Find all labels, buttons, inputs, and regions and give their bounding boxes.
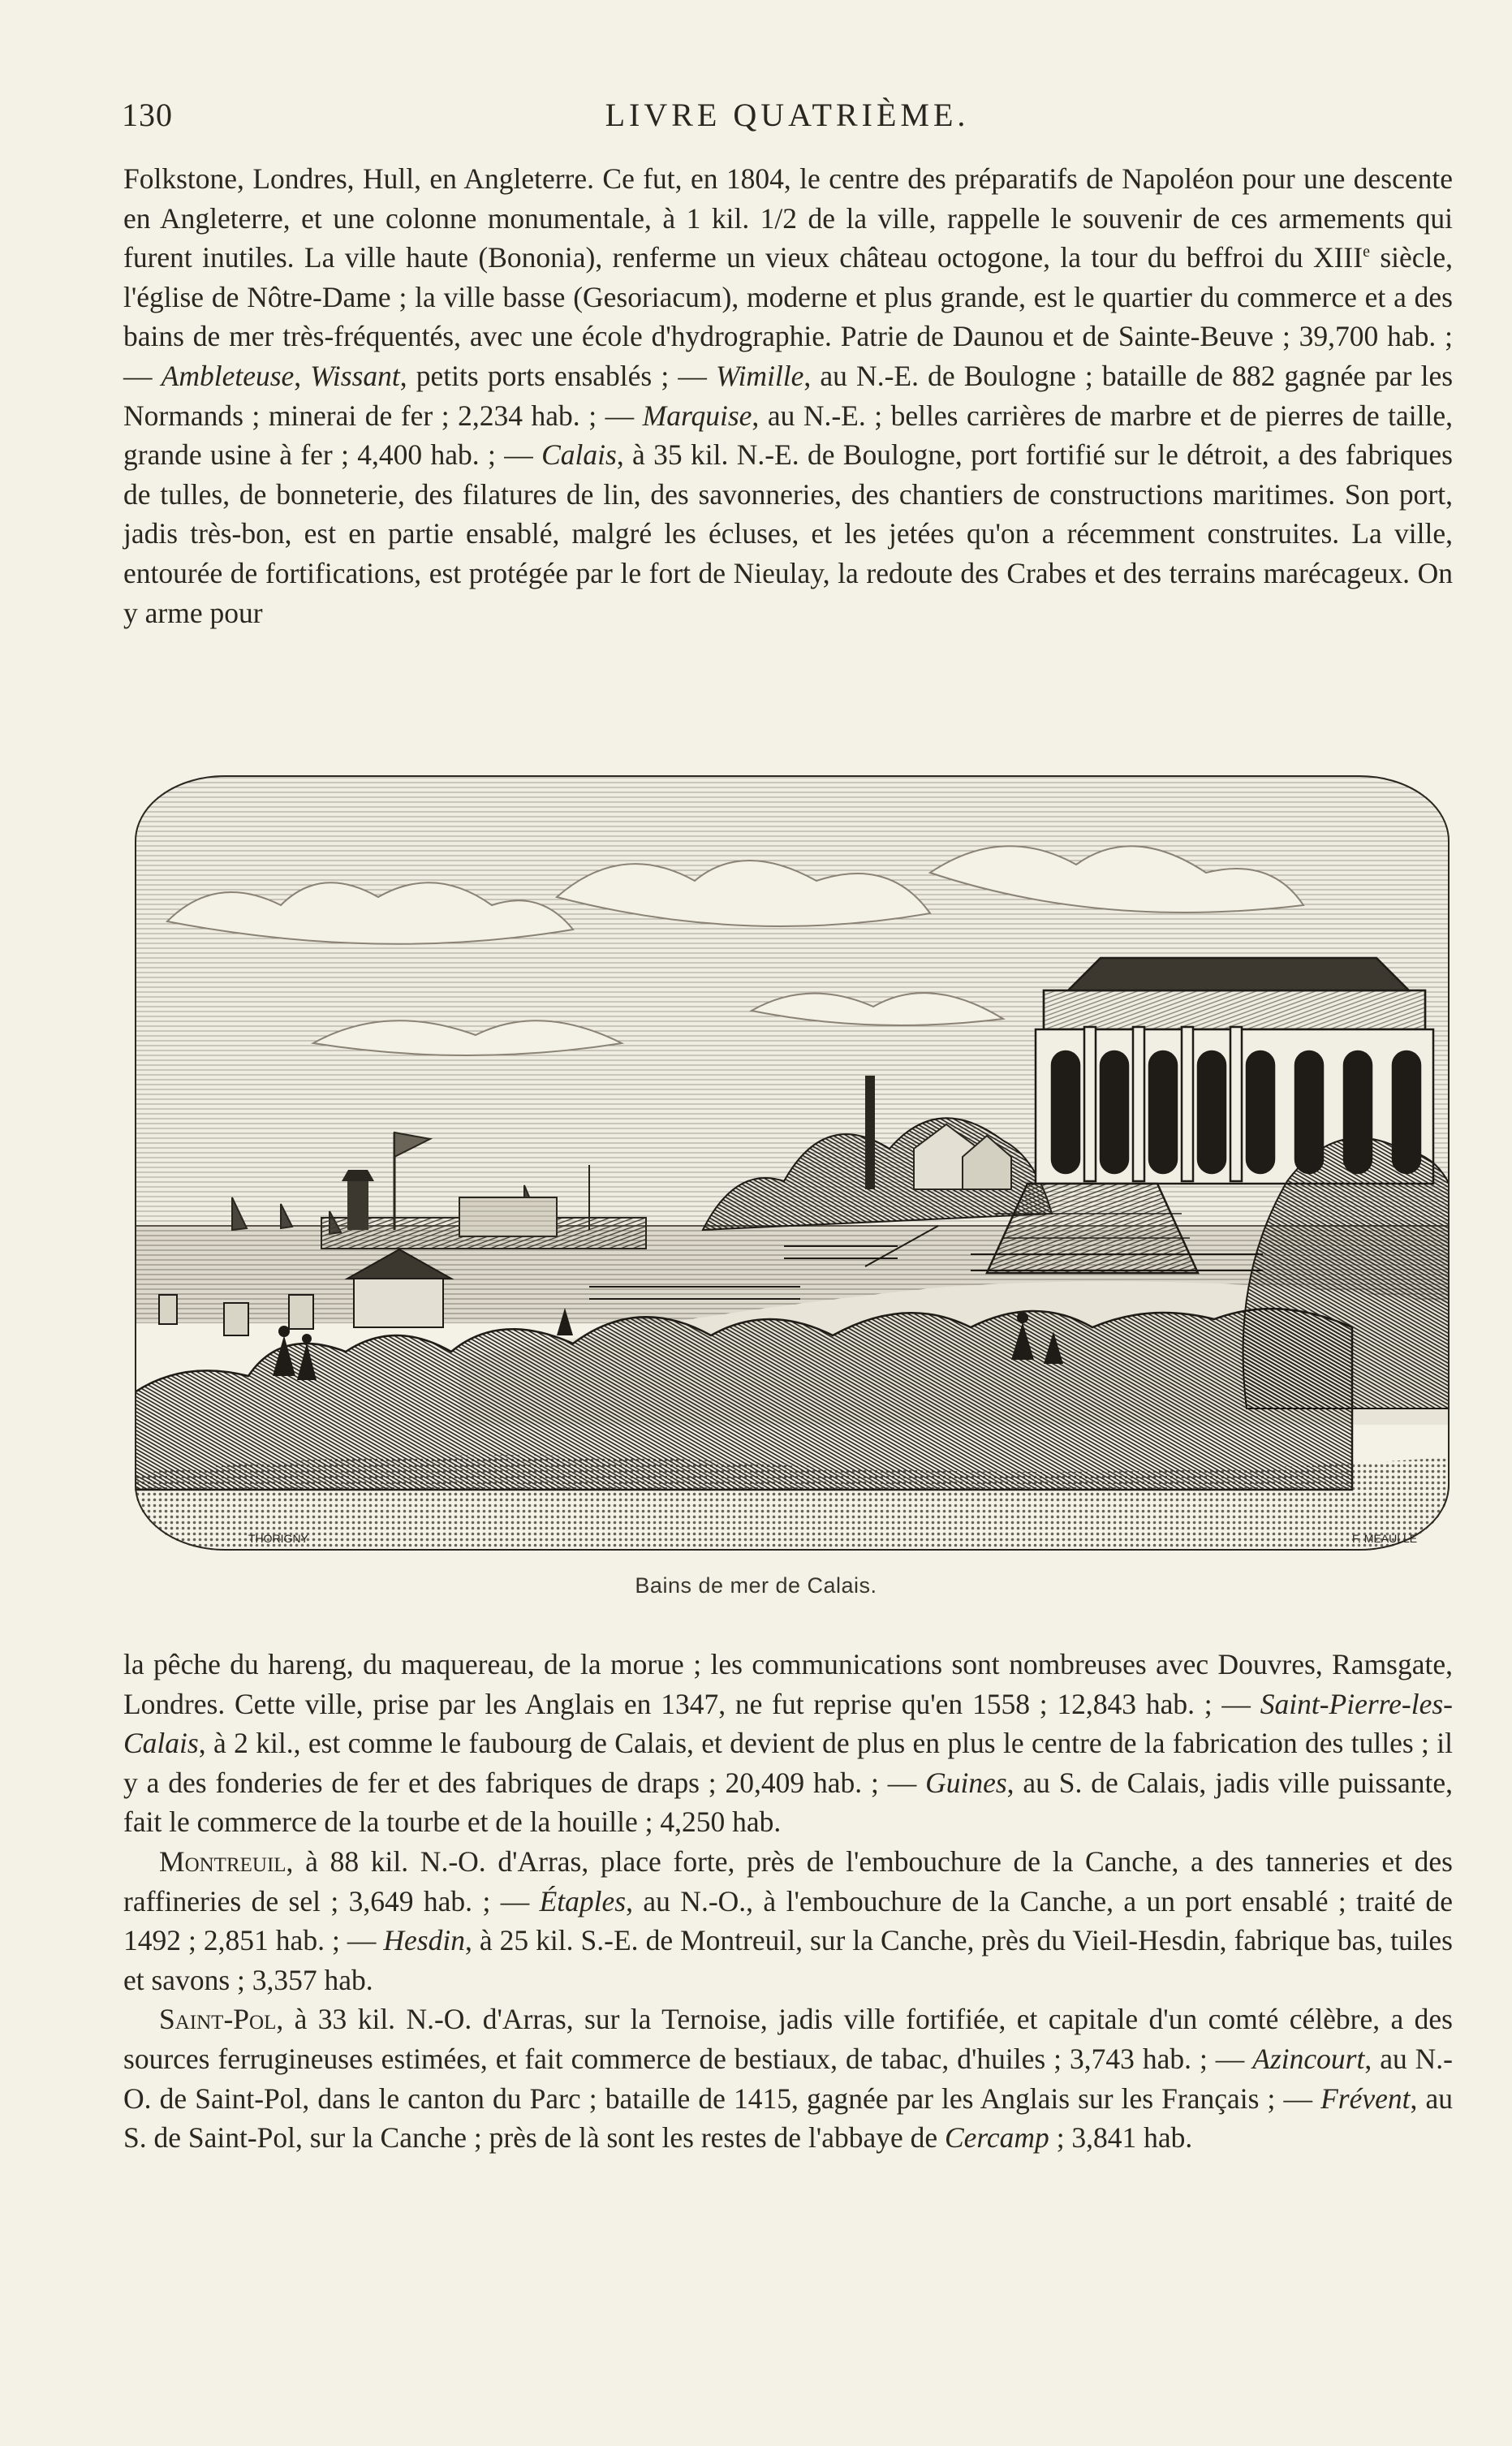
place-guines: Guines <box>925 1766 1007 1799</box>
century-superscript: e <box>1363 243 1370 261</box>
century-numeral: XIII <box>1312 241 1363 274</box>
text-run: , à 88 kil. N.-O. d'Arras, place forte, près de l'embouchure de la Canche, a des tanneries et des raffineries de sel ; 3,649 hab. ; — <box>123 1844 1453 1918</box>
text-run: ; 3,841 hab. <box>1049 2121 1193 2155</box>
paragraph-saint-pol <box>123 2000 1453 2157</box>
text-run: , à 25 kil. S.-E. de Montreuil, sur la Canche, près du Vieil-Hesdin, fabrique bas, tuiles et savons ; 3,357 hab. <box>123 1924 1454 1996</box>
engraver-signature-left: THORIGNY <box>248 1532 308 1545</box>
figure-caption: Bains de mer de Calais. <box>635 1573 877 1598</box>
engraver-signature-right: F. MEAULLE <box>1352 1532 1418 1545</box>
place-ambleteuse: Ambleteuse <box>161 359 295 392</box>
text-run: , à 33 kil. N.-O. d'Arras, sur la Ternoise, jadis ville fortifiée, et capitale d'un comté célèbre, a des sources ferrugineuses estimées, et fait commerce de bestiaux, de tabac, d'huiles ; 3,743 hab. ; — <box>123 2003 1453 2075</box>
factory-chimney <box>865 1076 875 1189</box>
engraving-illustration <box>135 775 1450 1551</box>
place-wissant: Wissant <box>310 359 400 392</box>
place-wimille: Wimille <box>715 359 804 392</box>
heading-saint-pol: Saint-Pol <box>159 2003 277 2036</box>
page-number: 130 <box>122 97 173 133</box>
text-run: , au S. de Calais, jadis ville puissante, fait le commerce de la tourbe et de la houille ; 4,250 hab. <box>123 1766 1453 1839</box>
heading-montreuil: Montreuil <box>159 1844 286 1878</box>
text-run: , à 2 kil., est comme le faubourg de Calais, et devient de plus en plus le centre de la fabrication des tulles ; il y a des fonderies de fer et des fabriques de draps ; 20,409 hab. ; — <box>123 1727 1453 1799</box>
place-cercamp: Cercamp <box>944 2121 1049 2155</box>
place-etaples: Étaples <box>539 1884 627 1918</box>
place-frevent: Frévent <box>1320 2081 1411 2115</box>
text-run: , à 35 kil. N.-E. de Boulogne, port fortifié sur le détroit, a des fabriques de tulles, de bonneterie, des filatures de lin, des savonneries, des chantiers de constructions maritimes. Son port, jadis très-bon, est en partie ensablé, malgré les écluses, et les jetées qu'on a récemment construites. La ville, entourée de fortifications, est protégée par le fort de Nieulay, la redoute des Crabes et des terrains marécageux. On y arme pour <box>123 438 1453 629</box>
top-text-block <box>123 159 1453 632</box>
text-run: siècle, l'église de Nôtre-Dame ; la ville basse (Gesoriacum), moderne et plus grande, est le quartier du commerce et a des bains de mer très-fréquentés, avec une école d'hydrographie. Patrie de Daunou et de Sainte-Beuve ; 39,700 hab. ; — <box>123 241 1454 392</box>
text-run: , petits ports ensablés ; — <box>399 359 716 392</box>
text-run: la pêche du hareng, du maquereau, de la morue ; les communications sont nombreuses avec Douvres, Ramsgate, Londres. Cette ville, prise par les Anglais en 1347, ne fut reprise qu'en 1558 ; 12,843 hab. ; — <box>123 1648 1453 1720</box>
place-hesdin: Hesdin <box>383 1924 465 1957</box>
place-calais: Calais <box>541 438 617 472</box>
place-azincourt: Azincourt <box>1252 2042 1365 2075</box>
paragraph-boulogne-calais <box>123 159 1453 632</box>
text-run: , au N.-E. ; belles carrières de marbre et de pierres de taille, grande usine à fer ; 4,400 hab. ; — <box>123 399 1453 472</box>
text-run: , au N.-O., à l'embouchure de la Canche, a un port ensablé ; traité de 1492 ; 2,851 hab. ; — <box>123 1884 1453 1957</box>
paragraph-calais-cont <box>123 1645 1453 1842</box>
running-title: LIVRE QUATRIÈME. <box>605 97 970 133</box>
place-marquise: Marquise <box>642 399 752 432</box>
text-run: Folkstone, Londres, Hull, en Angleterre. Ce fut, en 1804, le centre des préparatifs de Napoléon pour une descente en Angleterre, et une colonne monumentale, à 1 kil. 1/2 de la ville, rappelle le souvenir de ces armements qui furent inutiles. La ville haute (Bononia), renferme un vieux château octogone, la tour du beffroi du <box>123 162 1453 274</box>
text-run: , au N.-O. de Saint-Pol, dans le canton du Parc ; bataille de 1415, gagnée par les Anglais sur les Français ; — <box>123 2042 1454 2115</box>
text-run: , au S. de Saint-Pol, sur la Canche ; près de là sont les restes de l'abbaye de <box>123 2081 1453 2155</box>
text-run: , <box>294 359 311 392</box>
place-saint-pierre-les-calais: Saint-Pierre-les-Calais <box>123 1687 1453 1760</box>
text-run: , au N.-E. de Boulogne ; bataille de 882 gagnée par les Normands ; minerai de fer ; 2,234 hab. ; — <box>123 359 1454 432</box>
paragraph-montreuil <box>123 1842 1453 2000</box>
engraving-bains-de-mer <box>135 775 1450 1551</box>
page-header <box>122 96 1453 145</box>
bottom-text-block <box>123 1645 1453 2158</box>
